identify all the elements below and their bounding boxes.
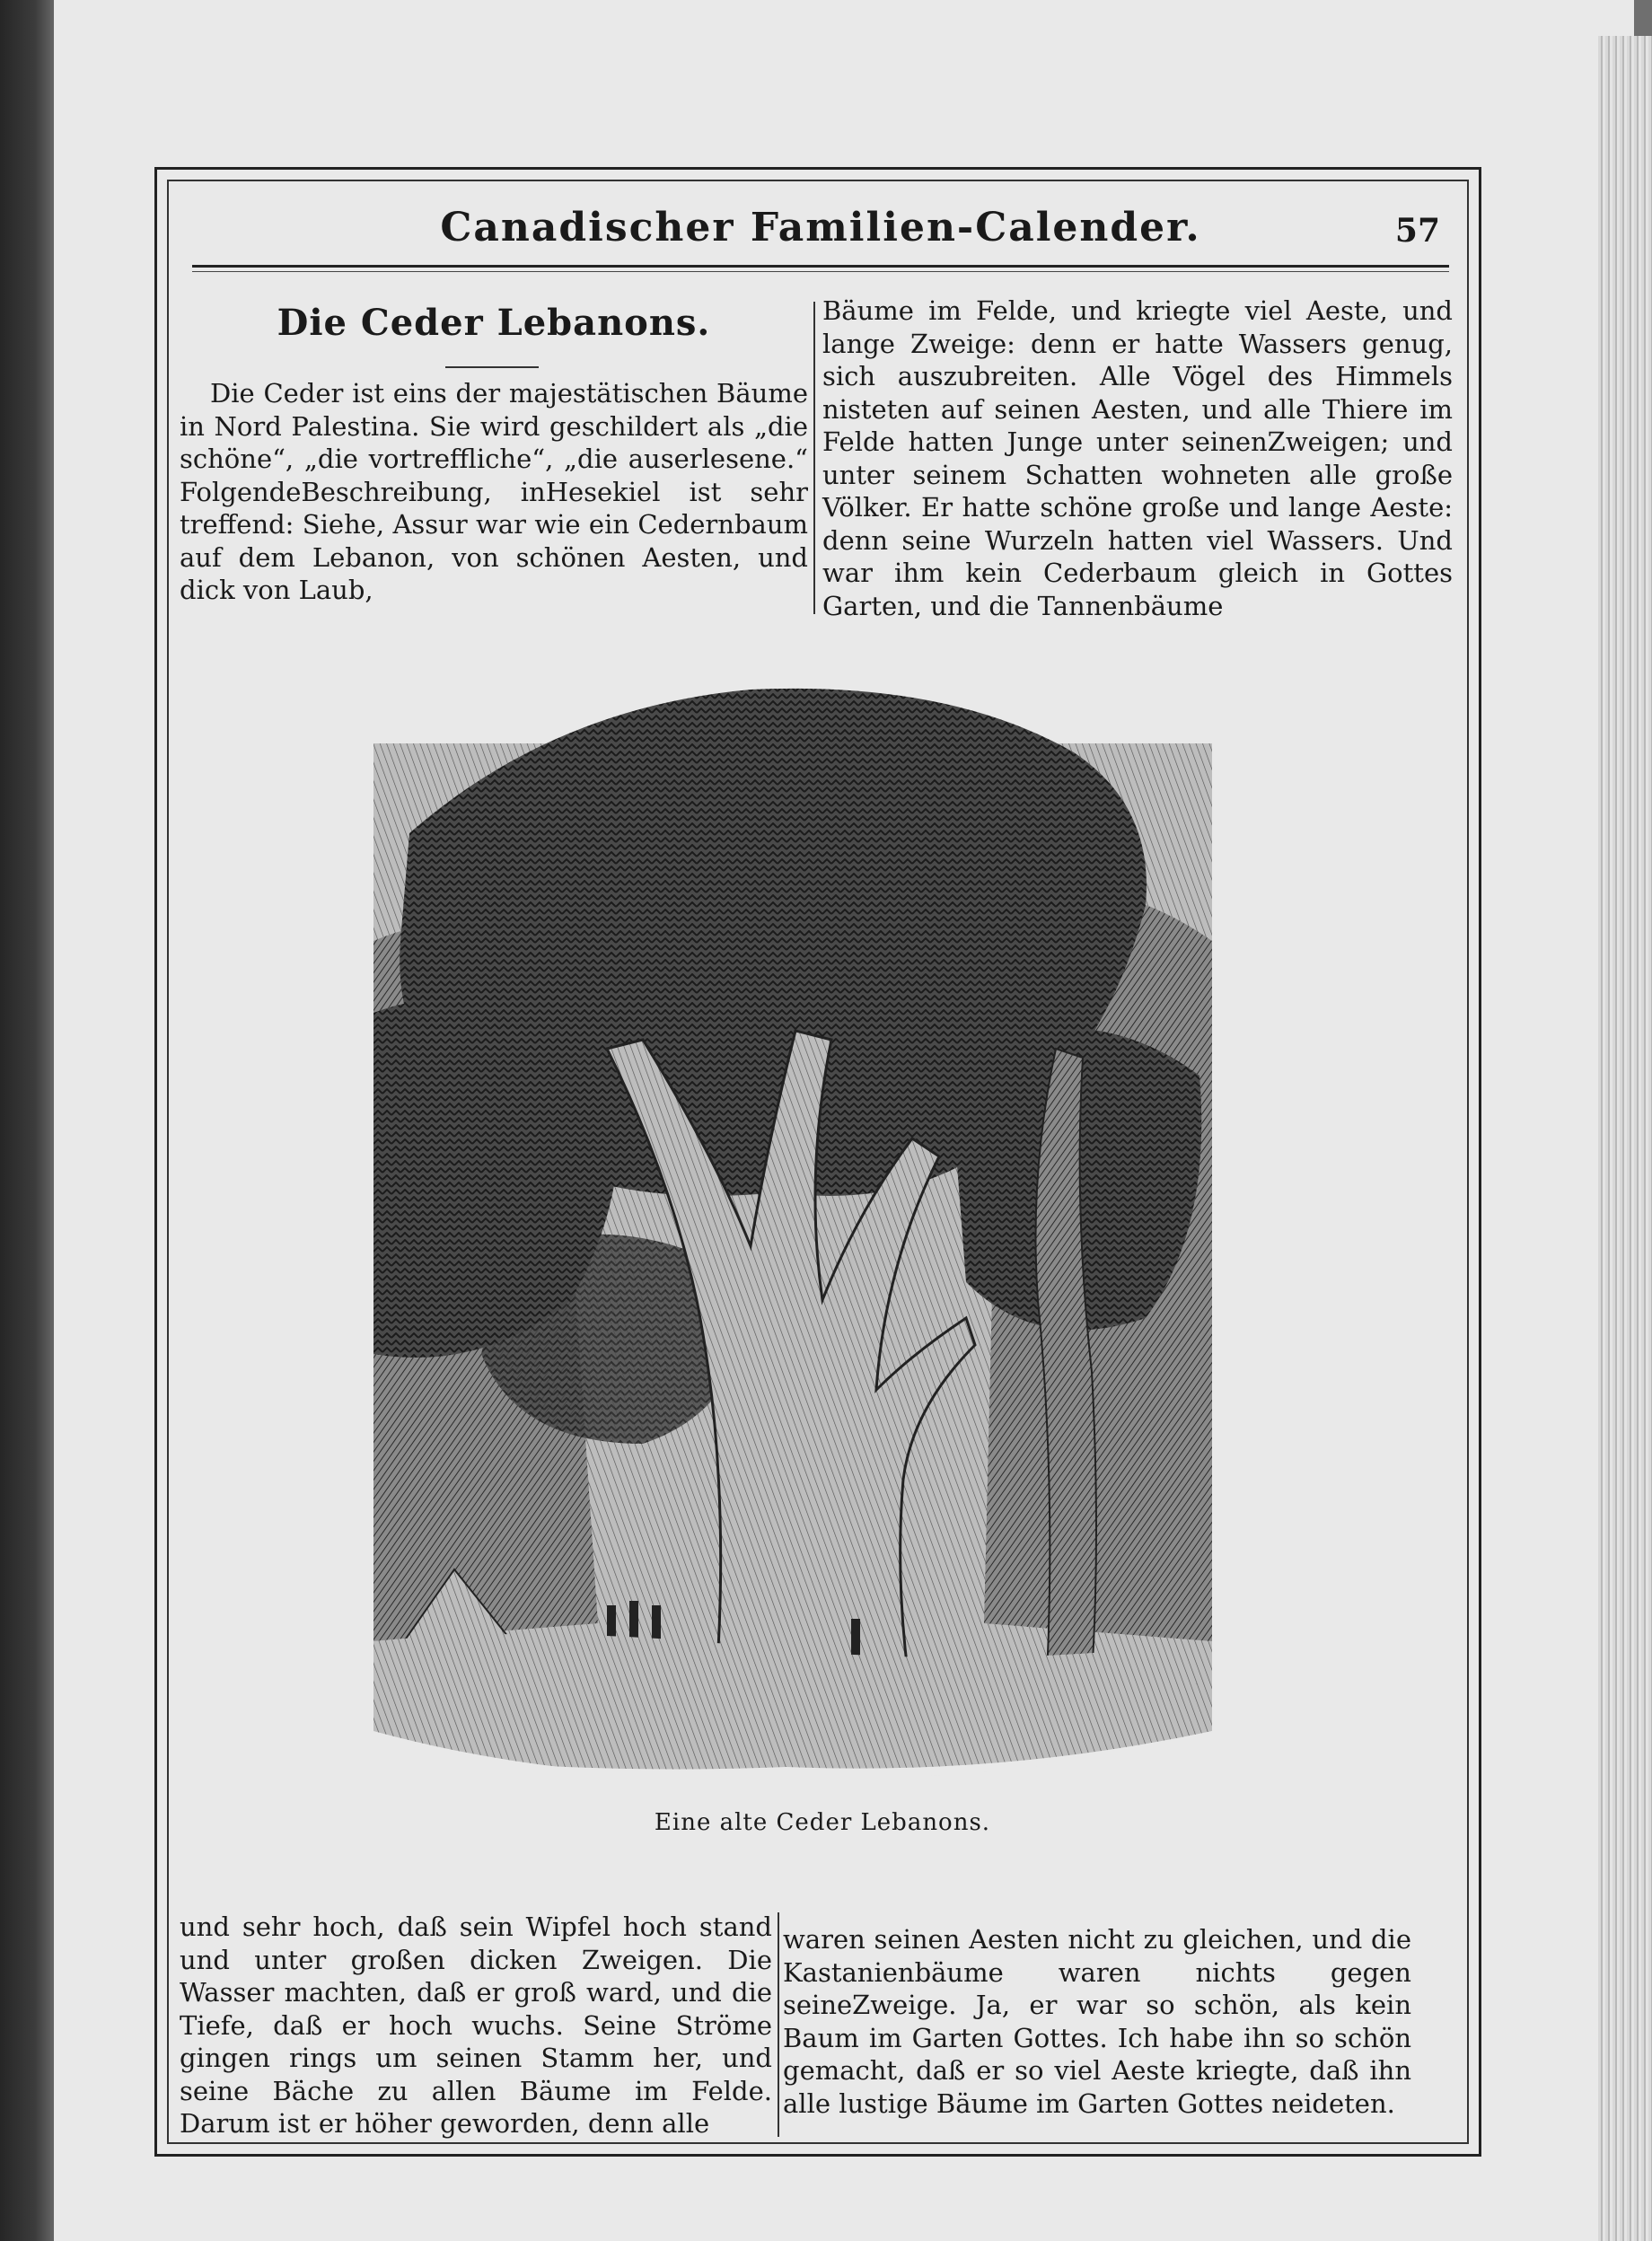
header-rule (192, 265, 1449, 268)
paragraph: und sehr hoch, daß sein Wipfel hoch stand und unter großen dicken Zweigen. Die Wasser machten, daß er groß ward, und die Tiefe, daß er hoch wuchs. Seine Ströme gingen rings um seinen Stamm her, und seine Bäche zu allen Bäume im Felde. Darum ist er höher geworden, denn alle (180, 1911, 772, 2139)
title-rule (445, 366, 539, 368)
illustration-caption: Eine alte Ceder Lebanons. (654, 1809, 991, 1836)
running-title: Canadischer Familien-Calender. (440, 205, 1201, 250)
text-column-bottom-left (180, 1911, 772, 2140)
paragraph: waren seinen Aesten nicht zu gleichen, und die Kastanienbäume waren nichts gegen seineZweige. Ja, er war so schön, als kein Baum im Garten Gottes. Ich habe ihn so schön gemacht, daß er so viel Aeste kriegte, daß ihn alle lustige Bäume im Garten Gottes neideten. (783, 1924, 1411, 2119)
page-header (192, 205, 1449, 268)
cedar-tree-engraving (373, 672, 1212, 1788)
text-column-top-right (822, 294, 1453, 622)
header-rule-thin (192, 271, 1449, 272)
text-column-bottom-right (783, 1923, 1411, 2120)
cedar-engraving-illustration (373, 672, 1212, 1788)
page-number: 57 (1394, 212, 1440, 250)
column-divider-bottom (778, 1912, 779, 2137)
article-title: Die Ceder Lebanons. (277, 302, 711, 344)
page-edge-stack (1598, 36, 1652, 2241)
text-column-top-left (180, 377, 808, 607)
paragraph: Die Ceder ist eins der majestätischen Bäume in Nord Palestina. Sie wird geschildert als „die schöne“, „die vortreffliche“, „die auserlesene.“ FolgendeBeschreibung, inHesekiel ist sehr treffend: Siehe, Assur war wie ein Cedernbaum auf dem Lebanon, von schönen Aesten, und dick von Laub, (180, 378, 808, 605)
paragraph: Bäume im Felde, und kriegte viel Aeste, und lange Zweige: denn er hatte Wassers genug, sich auszubreiten. Alle Vögel des Himmels nisteten auf seinen Aesten, und alle Thiere im Felde hatten Junge unter seinenZweigen; und unter seinem Schatten wohneten alle große Völker. Er hatte schöne große und lange Aeste: denn seine Wurzeln hatten viel Wassers. Und war ihm kein Cederbaum gleich in Gottes Garten, und die Tannenbäume (822, 295, 1453, 621)
column-divider-top (813, 302, 815, 614)
